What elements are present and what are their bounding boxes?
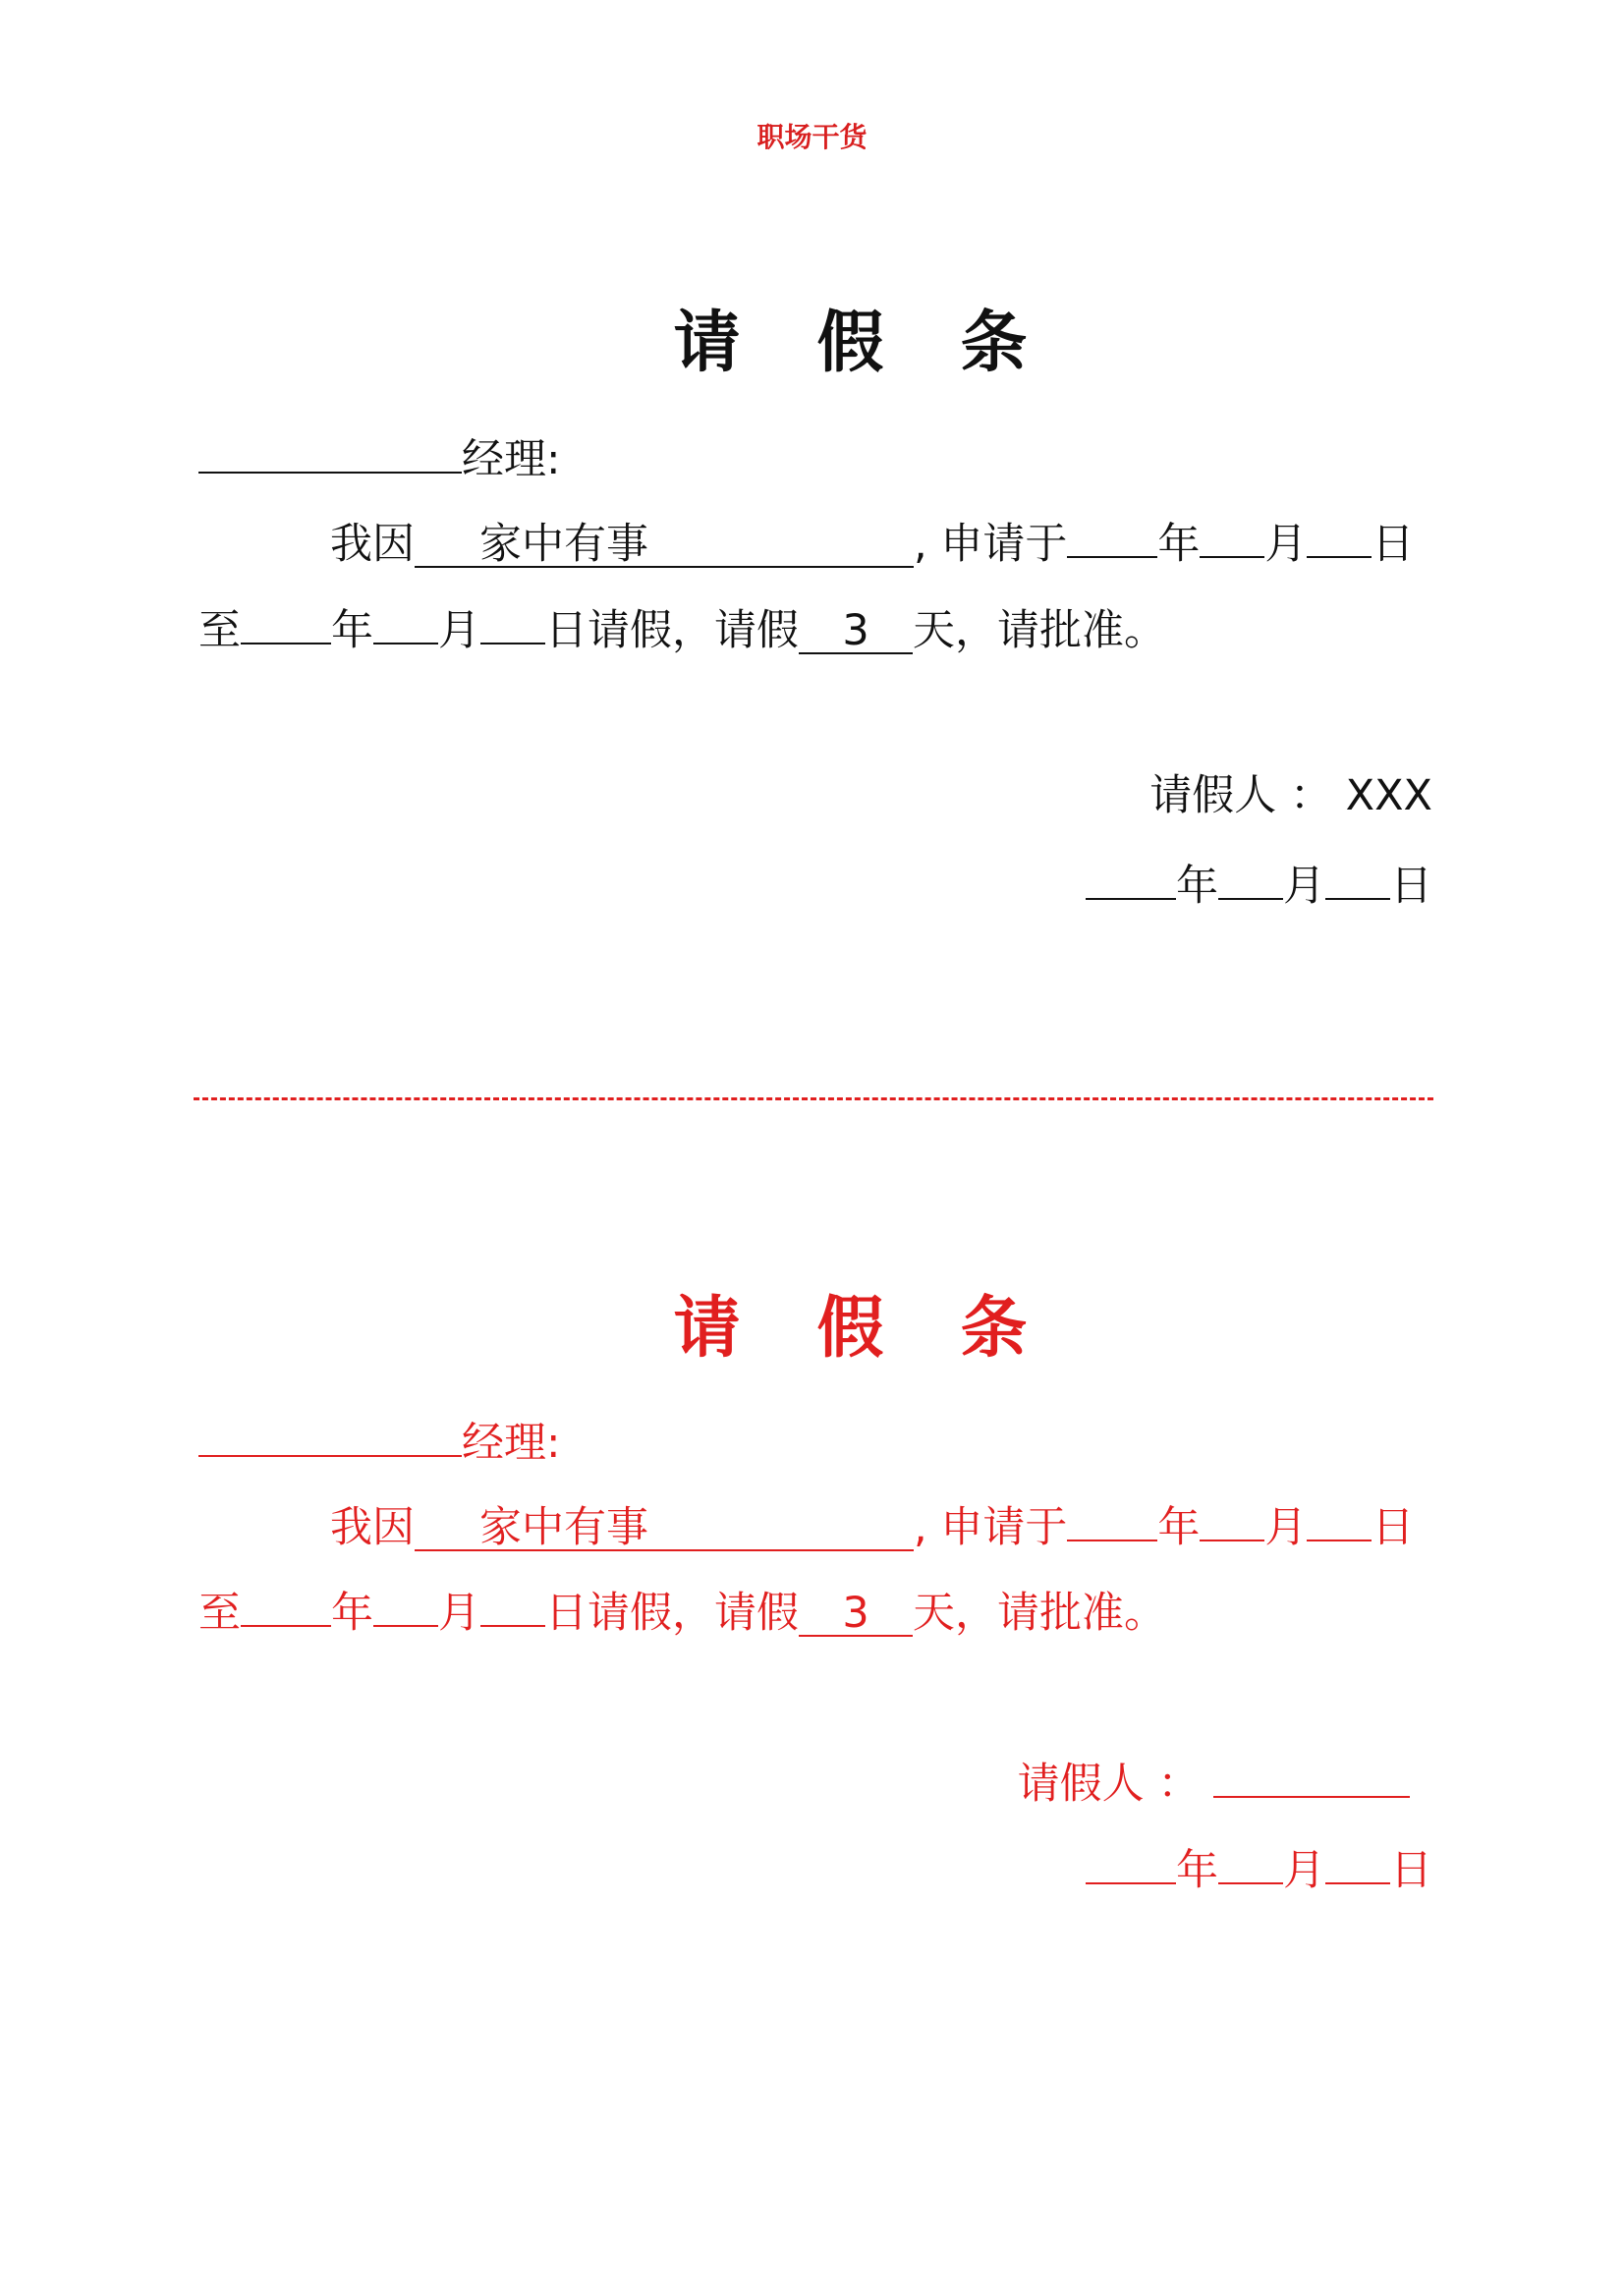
body-line-1: 我因 家中有事 , 申请于 年 月 日 xyxy=(330,1496,1414,1553)
start-year-blank[interactable] xyxy=(1067,513,1157,558)
signer-line: 请假人 ： XXX xyxy=(1149,771,1432,820)
body-line-2: 至 年 月 日请假，请假 3 天，请批准。 xyxy=(198,599,1166,656)
signer-blank[interactable] xyxy=(1213,1753,1410,1798)
reason-field[interactable]: 家中有事 xyxy=(415,1506,914,1551)
start-month-blank[interactable] xyxy=(1200,1496,1264,1541)
signer-name: XXX xyxy=(1345,771,1432,820)
end-month-blank[interactable] xyxy=(373,599,438,644)
sign-day-blank[interactable] xyxy=(1325,855,1390,900)
start-month-blank[interactable] xyxy=(1200,513,1264,558)
reason-field[interactable]: 家中有事 xyxy=(415,523,914,568)
sign-month-blank[interactable] xyxy=(1218,855,1283,900)
body-line-2: 至 年 月 日请假，请假 3 天，请批准。 xyxy=(198,1582,1166,1639)
start-day-blank[interactable] xyxy=(1307,1496,1372,1541)
start-year-blank[interactable] xyxy=(1067,1496,1157,1541)
note-title: 请假条 xyxy=(673,1290,1104,1368)
note-title: 请假条 xyxy=(673,305,1104,382)
days-field[interactable]: 3 xyxy=(799,1592,913,1637)
body-line-1: 我因 家中有事 , 申请于 年 月 日 xyxy=(330,513,1414,570)
end-day-blank[interactable] xyxy=(480,599,545,644)
header-label: 职场干货 xyxy=(756,121,868,153)
cut-line-divider xyxy=(194,1097,1433,1100)
sign-date-line: 年 月 日 xyxy=(1086,1839,1432,1896)
sign-year-blank[interactable] xyxy=(1086,855,1176,900)
recipient-line: 经理: xyxy=(198,1412,561,1469)
sign-year-blank[interactable] xyxy=(1086,1839,1176,1884)
end-year-blank[interactable] xyxy=(241,1582,331,1627)
end-day-blank[interactable] xyxy=(480,1582,545,1627)
start-day-blank[interactable] xyxy=(1307,513,1372,558)
recipient-blank[interactable] xyxy=(198,1412,462,1457)
end-month-blank[interactable] xyxy=(373,1582,438,1627)
signer-line: 请假人 ： xyxy=(1018,1753,1410,1810)
sign-month-blank[interactable] xyxy=(1218,1839,1283,1884)
recipient-blank[interactable] xyxy=(198,428,462,474)
sign-date-line: 年 月 日 xyxy=(1086,855,1432,912)
end-year-blank[interactable] xyxy=(241,599,331,644)
days-field[interactable]: 3 xyxy=(799,609,913,654)
recipient-line: 经理: xyxy=(198,428,561,485)
sign-day-blank[interactable] xyxy=(1325,1839,1390,1884)
